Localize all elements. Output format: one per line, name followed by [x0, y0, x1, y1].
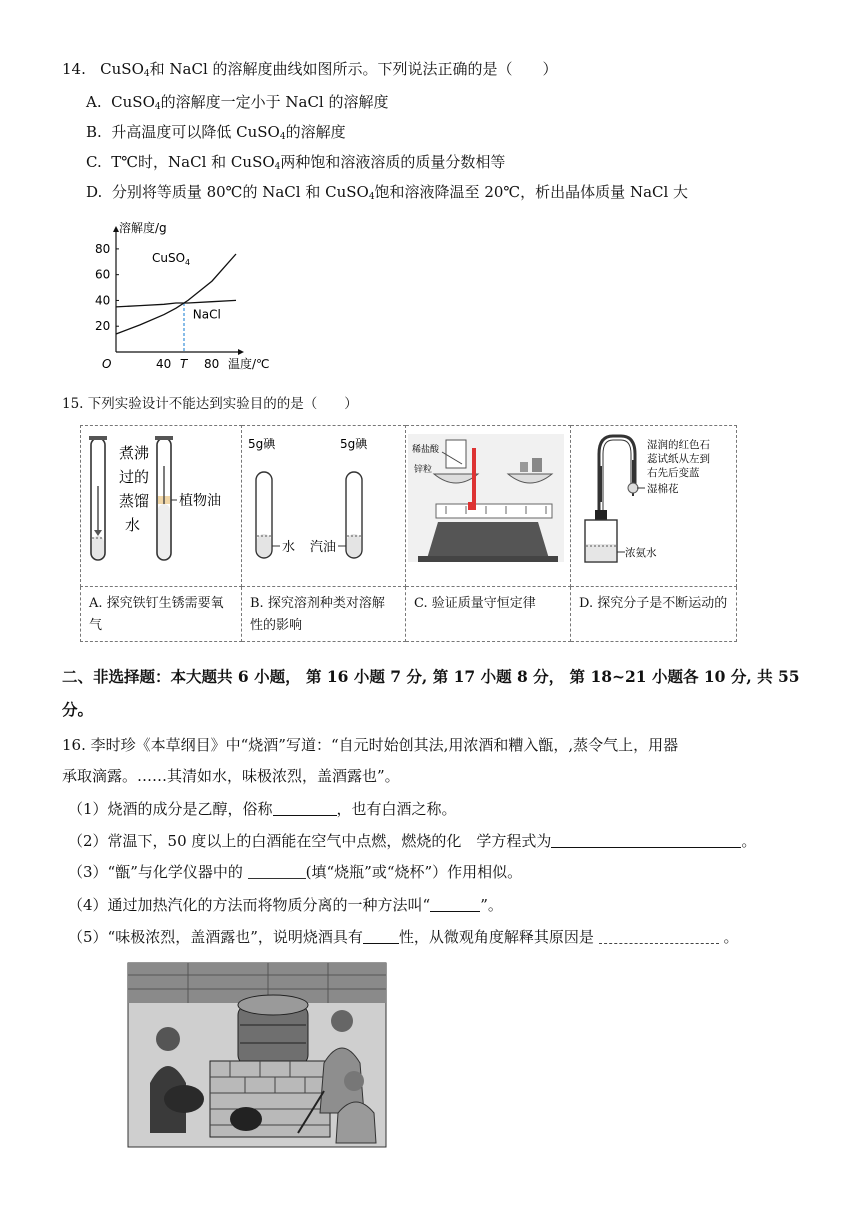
q14-option-c: C. T℃时，NaCl 和 CuSO$_4$两种饱和溶液溶质的质量分数相等	[86, 153, 506, 172]
q14-option-d: D. 分别将等质量 80℃的 NaCl 和 CuSO$_4$饱和溶液降温至 20℃，析出晶体质量 NaCl 大	[86, 183, 689, 202]
chart-series	[116, 254, 236, 334]
x-axis-arrow	[238, 349, 244, 355]
q16-stem-line1: 16. 李时珍《本草纲目》中“烧酒”写道：“自元时始创其法,用浓酒和糟入甑，,蒸令气上，用器	[62, 736, 679, 754]
svg-text:5g碘: 5g碘	[340, 437, 368, 451]
answer-blank-5b[interactable]	[599, 929, 719, 944]
q14-option-a: A. CuSO$_4$的溶解度一定小于 NaCl 的溶解度	[86, 93, 389, 112]
section2-heading-line2: 分。	[62, 700, 94, 719]
option-b-caption: B. 探究溶剂种类对溶解性的影响	[242, 587, 406, 642]
svg-text:蕊试纸从左到: 蕊试纸从左到	[647, 453, 710, 465]
q15-stem: 15. 下列实验设计不能达到实验目的的是（ ）	[62, 396, 358, 412]
option-c-figure	[406, 426, 571, 587]
origin-label: O	[102, 357, 112, 371]
q15-options-table	[80, 425, 737, 642]
series-line-cuso4	[116, 254, 236, 334]
svg-text:锌粒: 锌粒	[414, 465, 433, 475]
q16-part1: （1）烧酒的成分是乙醇，俗称 ，也有白酒之称。	[68, 800, 457, 818]
x-axis-label: 温度/℃	[228, 357, 270, 371]
svg-text:湿棉花: 湿棉花	[647, 483, 679, 495]
option-c-caption: C. 验证质量守恒定律	[406, 587, 571, 642]
svg-text:煮沸: 煮沸	[119, 444, 150, 462]
svg-text:5g碘: 5g碘	[248, 437, 276, 451]
y-tick-label: 60	[95, 267, 111, 282]
answer-blank-4[interactable]	[430, 897, 480, 912]
option-d-figure	[571, 426, 737, 587]
y-tick-label: 20	[95, 319, 111, 334]
option-a-figure	[81, 426, 242, 587]
x-tick-label: 80	[204, 357, 220, 371]
q16-part3: （3）“甑”与化学仪器中的 (填“烧瓶”或“烧杯”）作用相似。	[68, 863, 523, 881]
answer-blank-2[interactable]	[551, 833, 741, 848]
q16-part5: （5）“味极浓烈，盖酒露也”，说明烧酒具有 性，从微观角度解释其原因是 。	[68, 928, 739, 946]
svg-text:汽油: 汽油	[310, 540, 337, 555]
answer-blank-1[interactable]	[273, 801, 337, 816]
series-line-nacl	[116, 300, 236, 307]
svg-text:蒸馏: 蒸馏	[119, 492, 150, 510]
svg-text:浓氨水: 浓氨水	[625, 547, 657, 559]
series-label-nacl: NaCl	[192, 307, 221, 322]
solubility-chart	[90, 218, 270, 371]
svg-text:湿润的红色石: 湿润的红色石	[647, 439, 710, 451]
svg-text:右先后变蓝: 右先后变蓝	[647, 467, 700, 479]
q14-stem: 14. CuSO$_4$和 NaCl 的溶解度曲线如图所示。下列说法正确的是（ ）	[62, 60, 558, 79]
answer-blank-5a[interactable]	[363, 929, 399, 944]
svg-text:水: 水	[125, 516, 141, 534]
y-tick-label: 40	[95, 293, 111, 308]
y-tick-label: 80	[95, 241, 111, 256]
answer-blank-3[interactable]	[248, 864, 306, 879]
option-b-figure	[242, 426, 406, 587]
chart-axes	[113, 226, 244, 355]
y-axis-label: 溶解度/g	[119, 221, 167, 235]
section2-heading-line1: 二、非选择题：本大题共 6 小题， 第 16 小题 7 分, 第 17 小题 8 分， 第 18~21 小题各 10 分, 共 55	[62, 667, 800, 686]
q14-option-b: B. 升高温度可以降低 CuSO$_4$的溶解度	[86, 123, 346, 142]
svg-text:水: 水	[282, 540, 296, 555]
series-label-cuso4: CuSO$_4$	[152, 250, 191, 267]
distillation-illustration	[128, 963, 386, 1147]
x-tick-label: 40	[156, 357, 172, 371]
q16-part2: （2）常温下，50 度以上的白酒能在空气中点燃，燃烧的化 学方程式为 。	[68, 832, 757, 850]
iodine-solubility-apparatus	[242, 426, 405, 578]
option-a-caption: A. 探究铁钉生锈需要氧气	[81, 587, 242, 642]
svg-text:植物油: 植物油	[179, 493, 221, 509]
ammonia-diffusion-apparatus	[571, 426, 736, 578]
iron-nail-rust-apparatus	[81, 426, 241, 578]
balance-apparatus	[406, 426, 570, 578]
x-tick-label: T	[180, 357, 188, 371]
svg-text:稀盐酸: 稀盐酸	[412, 445, 440, 455]
svg-text:过的: 过的	[119, 468, 150, 486]
option-d-caption: D. 探究分子是不断运动的	[571, 587, 737, 642]
q16-part4: （4）通过加热汽化的方法而将物质分离的一种方法叫“ ”。	[68, 896, 503, 914]
q16-stem-line2: 承取滴露。……其清如水，味极浓烈，盖酒露也”。	[62, 767, 400, 785]
